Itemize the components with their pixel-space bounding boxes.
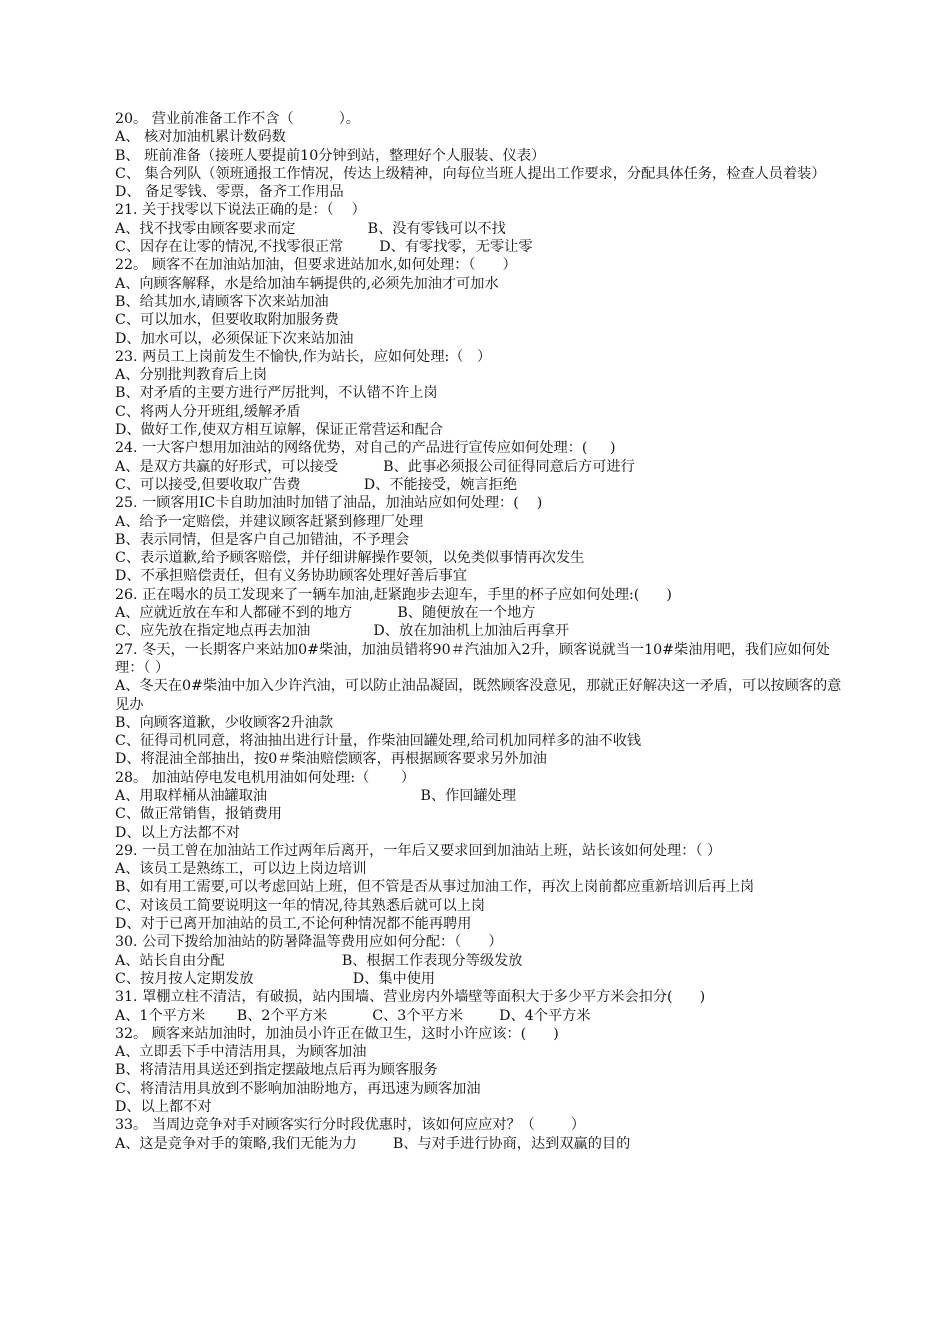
option-29a: A、该员工是熟练工，可以边上岗边培训 [115, 861, 367, 878]
question-27: 27. 冬天，一长期客户来站加0#柴油，加油员错将90＃汽油加入2升，顾客说就当一10#柴油用吧，我们应如何处理：（ ） [115, 641, 831, 676]
question-22: 22。 顾客不在加油站加油，但要求进站加水,如何处理：（ ） [115, 257, 517, 274]
options-26ab: A、应就近放在车和人都碰不到的地方 B、随便放在一个地方 [115, 605, 536, 622]
option-20d: D、 备足零钱、零票，备齐工作用品 [115, 184, 344, 201]
option-22c: C、可以加水，但要收取附加服务费 [115, 312, 339, 329]
option-29b: B、如有用工需要,可以考虑回站上班，但不管是否从事过加油工作，再次上岗前都应重新培训后再上岗 [115, 879, 755, 896]
options-31abcd: A、1个平方米 B、2个平方米 C、3个平方米 D、4个平方米 [115, 1007, 591, 1024]
option-27d: D、将混油全部抽出，按0＃柴油赔偿顾客，再根据顾客要求另外加油 [115, 751, 547, 768]
question-21: 21. 关于找零以下说法正确的是：（ ） [115, 202, 366, 219]
option-23a: A、分别批判教育后上岗 [115, 367, 268, 384]
question-30: 30. 公司下拨给加油站的防暑降温等费用应如何分配：（ ） [115, 934, 503, 951]
question-20: 20。 营业前准备工作不含（ ）。 [115, 111, 360, 127]
option-20a: A、 核对加油机累计数码数 [115, 129, 286, 146]
option-25b: B、表示同情，但是客户自己加错油，不予理会 [115, 531, 410, 548]
options-28ab: A、用取样桶从油罐取油 B、作回罐处理 [115, 787, 517, 804]
options-24cd: C、可以接受,但要收取广告费 D、不能接受，婉言拒绝 [115, 476, 518, 493]
option-27a: A、冬天在0#柴油中加入少许汽油，可以防止油品凝固，既然顾客没意见，那就正好解决这一矛盾，可以按顾客的意见办 [115, 678, 842, 713]
option-28c: C、做正常销售，报销费用 [115, 806, 282, 823]
option-28d: D、以上方法都不对 [115, 824, 240, 841]
option-25a: A、给予一定赔偿，并建议顾客赶紧到修理厂处理 [115, 513, 424, 530]
question-31: 31. 罩棚立柱不清洁，有破损，站内围墙、营业房内外墙壁等面积大于多少平方米会扣分( ) [115, 989, 706, 1006]
option-32d: D、以上都不对 [115, 1099, 212, 1116]
option-25c: C、表示道歉,给予顾客赔偿，并仔细讲解操作要领，以免类似事情再次发生 [115, 550, 585, 567]
options-21cd: C、因存在让零的情况,不找零很正常 D、有零找零，无零让零 [115, 239, 533, 256]
option-32c: C、将清洁用具放到不影响加油盼地方，再迅速为顾客加油 [115, 1080, 481, 1097]
option-23c: C、将两人分开班组,缓解矛盾 [115, 403, 301, 420]
question-24: 24. 一大客户想用加油站的网络优势，对自己的产品进行宣传应如何处理：( ) [115, 440, 616, 457]
options-30cd: C、按月按人定期发放 D、集中使用 [115, 970, 436, 987]
option-20c: C、 集合列队（领班通报工作情况，传达上级精神，向每位当班人提出工作要求，分配具体任务，检查人员着装） [115, 165, 826, 182]
option-32a: A、立即丢下手中清洁用具，为顾客加油 [115, 1044, 367, 1061]
option-23b: B、对矛盾的主要方进行严厉批判，不认错不许上岗 [115, 385, 438, 402]
question-33: 33。 当周边竞争对手对顾客实行分时段优惠时，该如何应应对？（ ） [115, 1117, 586, 1134]
option-29d: D、对于已离开加油站的员工,不论何种情况都不能再聘用 [115, 916, 472, 933]
option-29c: C、对该员工简要说明这一年的情况,待其熟悉后就可以上岗 [115, 897, 486, 914]
option-22a: A、向顾客解释，水是给加油车辆提供的,必须先加油才可加水 [115, 275, 499, 292]
options-24ab: A、是双方共赢的好形式，可以接受 B、此事必须报公司征得同意后方可进行 [115, 458, 635, 475]
option-22d: D、加水可以，必须保证下次来站加油 [115, 330, 354, 347]
question-23: 23. 两员工上岗前发生不愉快,作为站长，应如何处理:（ ） [115, 348, 492, 365]
options-33ab: A、这是竞争对手的策略,我们无能为力 B、与对手进行协商，达到双赢的目的 [115, 1135, 631, 1152]
option-23d: D、做好工作,使双方相互谅解，保证正常营运和配合 [115, 422, 444, 439]
document-body [115, 110, 845, 1153]
option-22b: B、给其加水,请顾客下次来站加油 [115, 293, 329, 310]
question-32: 32。 顾客来站加油时，加油员小许正在做卫生，这时小许应该：( ) [115, 1025, 559, 1042]
options-21ab: A、找不找零由顾客要求而定 B、没有零钱可以不找 [115, 220, 506, 237]
question-25: 25. 一顾客用IC卡自助加油时加错了油品，加油站应如何处理：( ) [115, 495, 543, 512]
options-26cd: C、应先放在指定地点再去加油 D、放在加油机上加油后再拿开 [115, 623, 570, 640]
question-28: 28。 加油站停电发电机用油如何处理:（ ） [115, 769, 416, 786]
options-30ab: A、站长自由分配 B、根据工作表现分等级发放 [115, 952, 523, 969]
question-29: 29. 一员工曾在加油站工作过两年后离开，一年后又要求回到加油站上班，站长该如何处理：（ ） [115, 842, 722, 859]
option-27c: C、征得司机同意，将油抽出进行计量，作柴油回罐处理,给司机加同样多的油不收钱 [115, 733, 642, 750]
option-25d: D、不承担赔偿责任，但有义务协助顾客处理好善后事宜 [115, 568, 467, 585]
question-26: 26. 正在喝水的员工发现来了一辆车加油,赶紧跑步去迎车，手里的杯子应如何处理:( ) [115, 586, 672, 603]
option-27b: B、向顾客道歉，少收顾客2升油款 [115, 714, 334, 731]
option-20b: B、 班前准备（接班人要提前10分钟到站，整理好个人服装、仪表） [115, 147, 546, 164]
option-32b: B、将清洁用具送还到指定摆敲地点后再为顾客服务 [115, 1062, 438, 1079]
